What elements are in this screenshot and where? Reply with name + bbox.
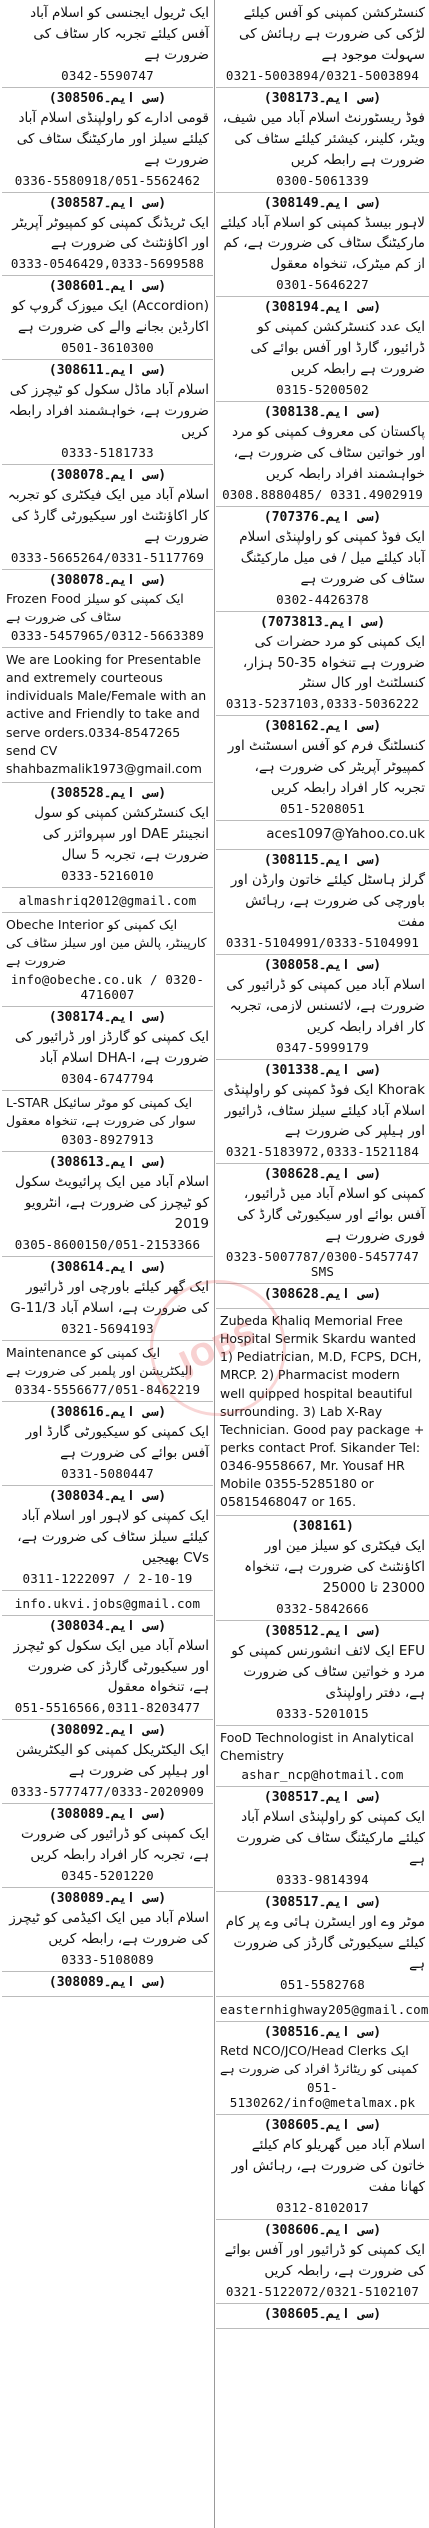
ad-reference-code: (سی ایم۔308516) <box>263 2024 382 2040</box>
ad-reference-code: (سی ایم۔308506) <box>48 90 167 106</box>
classified-ad <box>2 360 213 465</box>
ad-text: L-STAR ایک کمپنی کو موٹر سائیکل سوار کی ضرورت ہے، تنخواہ معقول <box>6 1094 196 1128</box>
ad-text: Obeche Interior ایک کمپنی کو کارپینٹر، پالش مین اور سیلز سٹاف کی ضرورت ہے <box>6 916 207 968</box>
ad-text: کنسٹرکشن کمپنی کو آفس کیلئے لڑکی کی ضرورت ہے رہائش کی سہولت موجود ہے <box>238 5 425 63</box>
classified-ad <box>2 88 213 193</box>
ad-contact: info@obeche.co.uk / 0320-4716007 <box>10 972 205 1003</box>
right-column <box>216 0 429 2528</box>
ad-contact: 0331-5080447 <box>61 1465 154 1481</box>
ad-contact: 051-5208051 <box>280 801 365 817</box>
ad-contact: 0303-8927913 <box>61 1132 154 1148</box>
classified-ad <box>216 1284 429 1309</box>
classified-ad <box>2 1007 213 1091</box>
ad-text: پاکستان کی معروف کمپنی کو مرد اور خواتین سٹاف کی ضرورت ہے، خواہشمند افراد رابطہ کریں <box>231 424 425 482</box>
ad-text: فوڈ ریسٹورنٹ اسلام آباد میں شیف، ویٹر، کلینر، کیشئر کیلئے سٹاف کی ضرورت ہے رابطہ کریں <box>222 109 425 168</box>
ad-text: موٹر وے اور ایسٹرن ہائی وے پر کام کیلئے سیکیورٹی گارڈز کی ضرورت ہے <box>225 1914 425 1972</box>
ad-contact: 0333-9814394 <box>276 1872 369 1888</box>
ad-contact: 0333-5181733 <box>61 444 154 460</box>
ad-contact: 0501-3610300 <box>61 340 154 356</box>
ad-text: کمپنی کو اسلام آباد میں ڈرائیور، آفس بوائے اور سیکیورٹی گارڈ کی فوری ضرورت ہے <box>237 1186 425 1245</box>
classified-ad <box>216 2022 429 2115</box>
ad-text: ایک ٹریڈنگ کمپنی کو کمپیوٹر آپریٹر اور اکاؤنٹنٹ کی ضرورت ہے <box>12 214 209 252</box>
ad-contact: 051-5516566,0311-8203477 <box>14 1700 201 1716</box>
ad-text: Retd NCO/JCO/Head Clerks ایک کمپنی کو ریٹائرڈ افراد کی ضرورت ہے <box>220 2042 419 2076</box>
ad-contact: 0333-5201015 <box>276 1706 369 1722</box>
ad-reference-code: (سی ایم۔308078) <box>48 572 167 588</box>
ad-reference-code: (سی ایم۔308613) <box>48 1155 167 1171</box>
ad-text: ایک کمپنی کو ڈرائیور اور آفس بوائے کی ضرورت ہے، رابطہ کریں <box>224 2241 425 2279</box>
ad-reference-code: (سی ایم۔308092) <box>48 1723 167 1739</box>
ad-text: aces1097@Yahoo.co.uk <box>266 826 425 843</box>
ad-text: Zubeda Khaliq Memorial Free Hospital Sermik Skardu wanted 1) Pediatrician, M.D, FCPS, DCH, MRCP. 2) Pharmacist modern well quipped hospital beautiful surrounding. 3) Lab X-Ray Technician. Good pay package + perks contact Prof. Sikander Tel: 0346-9558667, Mr. Yousaf HR Mobile 0355-5285180 or 05815468047 or 165. <box>220 1313 425 1510</box>
ad-text: Frozen Food ایک کمپنی کو سیلز سٹاف کی ضرورت ہے <box>6 590 184 624</box>
classified-ad <box>216 193 429 298</box>
ad-text: ایک کمپنی کو سیکیورٹی گارڈ اور آفس بوائے کی ضرورت ہے <box>25 1423 209 1461</box>
classified-ad <box>2 1888 213 1972</box>
classified-ad <box>216 88 429 193</box>
classified-ad <box>2 648 213 783</box>
ad-reference-code: (سی ایم۔308138) <box>263 405 382 421</box>
ad-reference-code: (سی ایم۔308034) <box>48 1618 167 1634</box>
ad-text: FooD Technologist in Analytical Chemistry <box>220 1730 414 1764</box>
classified-ad <box>216 1726 429 1787</box>
ad-text: اسلام آباد میں ایک سکول کو ٹیچرز اور سیکیورٹی گارڈز کی ضرورت ہے، تنخواہ معقول <box>13 1637 209 1696</box>
classified-ad <box>216 1997 429 2022</box>
classified-ad <box>2 1257 213 1341</box>
ad-text: اسلام آباد میں ایک فیکٹری کو تجربہ کار اکاؤنٹنٹ اور سیکیورٹی گارڈ کی ضرورت ہے <box>7 486 209 545</box>
classified-ad <box>2 276 213 360</box>
ad-contact: 0323-5007787/0300-5457747 SMS <box>225 1249 420 1280</box>
left-column <box>2 0 213 2528</box>
ad-text: ایک فوڈ کمپنی کو راولپنڈی اسلام آباد کیلئے میل / فی میل مارکیٹنگ سٹاف کی ضرورت ہے <box>239 528 425 587</box>
classified-ad <box>2 888 213 913</box>
classified-ad <box>2 1091 213 1152</box>
watermark-stamp: JOBS <box>128 1258 309 1439</box>
ad-contact: info.ukvi.jobs@gmail.com <box>14 1595 201 1611</box>
ad-reference-code: (سی ایم۔308611) <box>48 363 167 379</box>
classified-ad <box>216 955 429 1060</box>
ad-reference-code: (سی ایم۔308605) <box>263 2118 382 2134</box>
classified-ad <box>216 1621 429 1726</box>
classified-ad <box>2 193 213 277</box>
ad-contact: easternhighway205@gmail.com <box>220 2001 429 2017</box>
ad-reference-code: (سی ایم۔308089) <box>48 1974 167 1990</box>
ad-reference-code: (سی ایم۔7073813) <box>259 614 386 630</box>
classified-ad <box>216 507 429 612</box>
ad-text: (Accordion) ایک میوزک گروپ کو اکارڈین بجانے والے کی ضرورت ہے <box>11 298 209 336</box>
classified-ad <box>216 1892 429 1997</box>
ad-reference-code: (سی ایم۔308601) <box>48 279 167 295</box>
ad-text: ایک کمپنی کو ڈرائیور کی ضرورت ہے، تجربہ کار افراد رابطہ کریں <box>20 1826 209 1864</box>
ad-reference-code: (سی ایم۔308614) <box>48 1259 167 1275</box>
ad-text: اسلام آباد ماڈل سکول کو ٹیچرز کی ضرورت ہے، خواہشمند افراد رابطہ کریں <box>8 382 209 441</box>
ad-text: ایک کمپنی کو راولپنڈی اسلام آباد کیلئے مارکیٹنگ سٹاف کی ضرورت ہے <box>236 1809 425 1868</box>
ad-contact: 0321-5694193 <box>61 1320 154 1336</box>
ad-text: EFU ایک لائف انشورنس کمپنی کو مرد و خواتین سٹاف کی ضرورت ہے، دفتر راولپنڈی <box>231 1643 425 1702</box>
ad-text: ایک فیکٹری کو سیلز مین اور اکاؤنٹنٹ کی ضرورت ہے، تنخواہ 23000 تا 25000 <box>244 1538 425 1597</box>
classified-ad <box>2 913 213 1007</box>
ad-contact: 0331-5104991/0333-5104991 <box>225 934 420 950</box>
ad-reference-code: (سی ایم۔308089) <box>48 1807 167 1823</box>
ad-text: ایک عدد کنسٹرکشن کمپنی کو ڈرائیور، گارڈ اور آفس بوائے کی ضرورت ہے رابطہ کریں <box>250 319 425 378</box>
ad-text: کنسلٹنگ فرم کو آفس اسسٹنٹ اور کمپیوٹر آپریٹر کی ضرورت ہے، تجربہ کار افراد رابطہ کریں <box>227 738 425 797</box>
ad-reference-code: (سی ایم۔308058) <box>263 957 382 973</box>
ad-contact: 0321-5183972,0333-1521184 <box>225 1144 420 1160</box>
ad-contact: 0315-5200502 <box>276 382 369 398</box>
ad-text: ایک الیکٹریکل کمپنی کو الیکٹریشن اور ہیلپر کی ضرورت ہے <box>15 1742 209 1780</box>
classified-ad <box>2 570 213 648</box>
ad-contact: 0301-5646227 <box>276 277 369 293</box>
ad-text: ایک کمپنی کو لاہور اور اسلام آباد کیلئے سیلز سٹاف کی ضرورت ہے، CVs بھیجیں <box>17 1507 209 1566</box>
classified-ad <box>216 1164 429 1284</box>
ad-contact: almashriq2012@gmail.com <box>18 892 197 908</box>
ad-reference-code: (سی ایم۔308162) <box>263 719 382 735</box>
classified-ad <box>216 2220 429 2304</box>
column-divider <box>214 0 215 2528</box>
ad-text: اسلام آباد میں گھریلو کام کیلئے خاتون کی ضرورت ہے، رہائش اور کھانا مفت <box>231 2137 425 2195</box>
classified-ad <box>2 1720 213 1804</box>
ad-contact: 0333-0546429,0333-5699588 <box>10 256 205 272</box>
ad-reference-code: (سی ایم۔707376) <box>263 509 382 525</box>
ad-contact: 051-5130262/info@metalmax.pk <box>229 2080 416 2111</box>
ad-contact: 0333-5216010 <box>61 867 154 883</box>
ad-reference-code: (سی ایم۔308149) <box>263 195 382 211</box>
ad-reference-code: (سی ایم۔308115) <box>263 853 382 869</box>
classified-ad <box>2 1341 213 1402</box>
ad-text: We are Looking for Presentable and extremely courteous individuals Male/Female with an active and Friendly to take and serve orders.0334-8547265 send CV shahbazmalik1973@gmail.com <box>6 652 207 776</box>
classified-ad <box>216 1060 429 1165</box>
ad-contact: 0333-5777477/0333-2020909 <box>10 1784 205 1800</box>
ad-reference-code: (سی ایم۔308606) <box>263 2222 382 2238</box>
classified-ad <box>216 402 429 507</box>
ad-contact: 051-5582768 <box>280 1976 365 1992</box>
classified-ad <box>2 783 213 888</box>
classified-ad <box>2 0 213 88</box>
classified-ad <box>2 1616 213 1721</box>
ad-contact: 0347-5999179 <box>276 1039 369 1055</box>
ad-contact: 0336-5580918/051-5562462 <box>14 172 201 188</box>
classified-ad <box>2 465 213 570</box>
ad-reference-code: (سی ایم۔308616) <box>48 1404 167 1420</box>
classified-ad <box>216 1516 429 1621</box>
classified-ad <box>2 1402 213 1486</box>
ad-text: گرلز ہاسٹل کیلئے خاتون وارڈن اور باورچی کی ضرورت ہے، رہائش مفت <box>230 872 425 930</box>
classified-ad <box>216 2304 429 2329</box>
classified-ad <box>2 1804 213 1888</box>
ad-contact: 0313-5237103,0333-5036222 <box>225 696 420 712</box>
ad-contact: 0308.8880485/ 0331.4902919 <box>222 486 423 502</box>
ad-text: ایک کمپنی کو مرد حضرات کی ضرورت ہے تنخواہ 35-50 ہزار، کنسلٹنٹ اور کال سنٹر <box>242 633 425 692</box>
classified-ad <box>216 612 429 717</box>
classified-ad <box>216 0 429 88</box>
ad-reference-code: (سی ایم۔308194) <box>263 300 382 316</box>
ad-reference-code: (سی ایم۔308078) <box>48 467 167 483</box>
ad-reference-code: (سی ایم۔308605) <box>263 2306 382 2322</box>
ad-text: ایک گھر کیلئے باورچی اور ڈرائیور کی ضرورت ہے، اسلام آباد G-11/3 <box>10 1278 209 1316</box>
ad-reference-code: (سی ایم۔308173) <box>263 90 382 106</box>
ad-contact: ashar_ncp@hotmail.com <box>241 1767 404 1783</box>
ad-contact: 0304-6747794 <box>61 1070 154 1086</box>
ad-contact: 0333-5108089 <box>61 1951 154 1967</box>
classified-ad <box>216 850 429 955</box>
ad-contact: 0334-5556677/051-8462219 <box>14 1381 201 1397</box>
ad-text: اسلام آباد میں ایک پرائیویٹ سکول کو ٹیچرز کی ضرورت ہے، انٹرویو 2019 <box>14 1174 209 1232</box>
ad-contact: 0300-5061339 <box>276 172 369 188</box>
ad-reference-code: (سی ایم۔308174) <box>48 1010 167 1026</box>
classified-ad <box>216 716 429 821</box>
ad-reference-code: (سی ایم۔308089) <box>48 1891 167 1907</box>
ad-reference-code: (سی ایم۔308528) <box>48 785 167 801</box>
classified-ad <box>216 821 429 850</box>
ad-contact: 0311-1222097 / 2-10-19 <box>22 1570 193 1586</box>
ad-reference-code: (سی ایم۔308587) <box>48 195 167 211</box>
ad-contact: 0345-5201220 <box>61 1868 154 1884</box>
ad-reference-code: (سی ایم۔308628) <box>263 1287 382 1303</box>
ad-text: قومی ادارے کو راولپنڈی اسلام آباد کیلئے سیلز اور مارکیٹنگ سٹاف کی ضرورت ہے <box>16 109 209 168</box>
ad-reference-code: (سی ایم۔308034) <box>48 1488 167 1504</box>
ad-reference-code: (308161) <box>291 1519 354 1535</box>
classified-ad <box>2 1486 213 1591</box>
classified-ad <box>2 1972 213 1997</box>
ad-contact: 0305-8600150/051-2153366 <box>14 1236 201 1252</box>
ad-reference-code: (سی ایم۔301338) <box>263 1062 382 1078</box>
ad-text: Maintenance ایک کمپنی کو الیکٹریشن اور پلمبر کی ضرورت ہے <box>6 1344 193 1378</box>
ad-text: اسلام آباد میں کمپنی کو ڈرائیور کی ضرورت ہے، لائسنس لازمی، تجربہ کار افراد رابطہ کریں <box>226 976 425 1035</box>
ad-contact: 0312-8102017 <box>276 2199 369 2215</box>
ad-contact: 0333-5457965/0312-5663389 <box>10 628 205 643</box>
ad-contact: 0342-5590747 <box>61 67 154 83</box>
ad-reference-code: (سی ایم۔308512) <box>263 1624 382 1640</box>
ad-contact: 0332-5842666 <box>276 1601 369 1617</box>
ad-reference-code: (سی ایم۔308517) <box>263 1790 382 1806</box>
classified-ad <box>216 1787 429 1892</box>
ad-text: ایک ٹریول ایجنسی کو اسلام آباد آفس کیلئے تجربہ کار سٹاف کی ضرورت ہے <box>30 5 209 63</box>
ad-contact: 0302-4426378 <box>276 591 369 607</box>
ad-contact: 0321-5003894/0321-5003894 <box>225 67 420 83</box>
ad-contact: 0321-5122072/0321-5102107 <box>225 2283 420 2299</box>
ad-text: لاہور بیسڈ کمپنی کو اسلام آباد کیلئے مارکیٹنگ سٹاف کی ضرورت ہے، کم از کم میٹرک، تنخواہ معقول <box>220 214 425 273</box>
ad-text: اسلام آباد میں ایک اکیڈمی کو ٹیچرز کی ضرورت ہے، رابطہ کریں <box>9 1910 209 1947</box>
ad-text: Khorak ایک فوڈ کمپنی کو راولپنڈی اسلام آباد کیلئے سیلز سٹاف، ڈرائیور اور ہیلپر کی ضرورت ہے <box>223 1081 425 1140</box>
ad-contact: 0333-5665264/0331-5117769 <box>10 549 205 565</box>
ad-text: ایک کنسٹرکشن کمپنی کو سول انجینئر DAE اور سپروائزر کی ضرورت ہے، تجربہ 5 سال <box>34 804 209 863</box>
classified-ad <box>216 1309 429 1516</box>
classified-ad <box>216 297 429 402</box>
ad-text: ایک کمپنی کو گارڈز اور ڈرائیور کی ضرورت ہے، DHA-I اسلام آباد <box>14 1029 209 1066</box>
classified-ad <box>216 2115 429 2220</box>
ad-reference-code: (سی ایم۔308517) <box>263 1895 382 1911</box>
classified-ad <box>2 1152 213 1257</box>
ad-reference-code: (سی ایم۔308628) <box>263 1167 382 1183</box>
classified-ad <box>2 1591 213 1616</box>
